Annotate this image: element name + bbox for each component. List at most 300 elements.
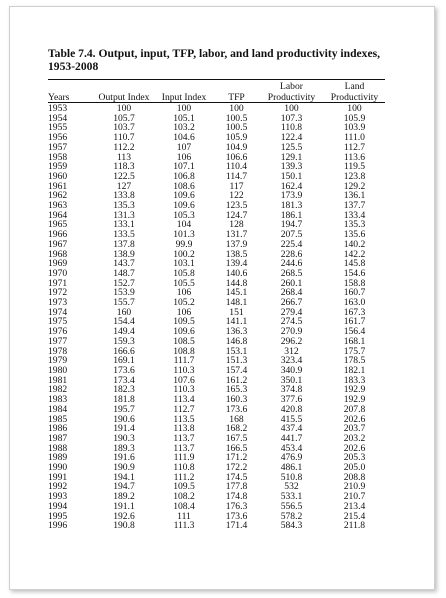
- cell-year: 1980: [48, 364, 68, 376]
- cell-year: 1966: [48, 229, 68, 241]
- document-page: [9, 6, 435, 590]
- cell-tfp: 138.5: [225, 248, 248, 260]
- cell-land-productivity: 111.0: [344, 132, 365, 144]
- cell-land-productivity: 112.7: [343, 141, 366, 153]
- cell-year: 1970: [48, 267, 68, 279]
- cell-year: 1972: [48, 287, 68, 299]
- cell-labor-productivity: 441.7: [280, 432, 303, 444]
- cell-input-index: 103.1: [173, 258, 195, 270]
- cell-tfp: 114.7: [225, 170, 248, 182]
- table-row: [48, 395, 385, 405]
- table-row: [48, 482, 385, 492]
- cell-labor-productivity: 228.6: [280, 248, 303, 260]
- table-row: [48, 182, 385, 192]
- cell-tfp: 100.5: [225, 122, 248, 134]
- cell-year: 1983: [48, 394, 68, 406]
- header-row-top: [48, 80, 385, 92]
- cell-tfp: 145.1: [225, 287, 248, 299]
- cell-year: 1981: [48, 374, 68, 386]
- cell-output-index: 153.9: [113, 287, 135, 299]
- header-output-spacer: [94, 80, 154, 92]
- table-row: [48, 103, 385, 114]
- header-years: Years: [48, 92, 70, 103]
- cell-year: 1989: [48, 452, 68, 464]
- cell-input-index: 99.9: [175, 238, 193, 250]
- cell-labor-productivity: 173.9: [280, 190, 303, 202]
- cell-tfp: 171.4: [225, 520, 248, 532]
- cell-input-index: 111.7: [173, 355, 195, 367]
- cell-year: 1964: [48, 209, 68, 221]
- cell-output-index: 133.8: [113, 190, 135, 202]
- cell-land-productivity: 182.1: [343, 364, 366, 376]
- table-row: [48, 502, 385, 512]
- cell-labor-productivity: 279.4: [280, 306, 303, 318]
- cell-year: 1954: [48, 112, 68, 124]
- cell-input-index: 107: [176, 141, 192, 153]
- table-row: [48, 444, 385, 454]
- table-row: [48, 317, 385, 327]
- cell-land-productivity: 183.3: [343, 374, 366, 386]
- cell-input-index: 111: [177, 510, 191, 522]
- cell-tfp: 124.7: [225, 209, 248, 221]
- cell-land-productivity: 203.2: [343, 432, 366, 444]
- cell-input-index: 109.5: [173, 316, 195, 328]
- cell-labor-productivity: 122.4: [280, 132, 303, 144]
- cell-output-index: 182.3: [113, 384, 135, 396]
- cell-output-index: 169.1: [113, 355, 135, 367]
- header-row-bottom: [48, 92, 385, 103]
- table-row: [48, 172, 385, 182]
- table-row: [48, 220, 385, 230]
- cell-input-index: 105.1: [173, 112, 195, 124]
- cell-input-index: 106: [176, 287, 192, 299]
- cell-land-productivity: 140.2: [343, 238, 366, 250]
- cell-labor-productivity: 268.5: [280, 267, 303, 279]
- cell-land-productivity: 119.5: [343, 161, 366, 173]
- cell-labor-productivity: 186.1: [280, 209, 303, 221]
- cell-year: 1994: [48, 500, 68, 512]
- cell-labor-productivity: 107.3: [280, 112, 303, 124]
- table-row: [48, 385, 385, 395]
- cell-land-productivity: 133.4: [343, 209, 366, 221]
- table-row: [48, 308, 385, 318]
- table-row: [48, 337, 385, 347]
- cell-year: 1996: [48, 520, 68, 532]
- table-row: [48, 259, 385, 269]
- cell-input-index: 108.2: [173, 491, 195, 503]
- cell-labor-productivity: 274.5: [280, 316, 303, 328]
- cell-tfp: 106.6: [225, 151, 248, 163]
- cell-output-index: 149.4: [113, 326, 135, 338]
- header-tfp: TFP: [228, 92, 245, 103]
- cell-labor-productivity: 556.5: [280, 500, 303, 512]
- cell-input-index: 113.7: [173, 432, 195, 444]
- cell-labor-productivity: 129.1: [280, 151, 303, 163]
- cell-tfp: 131.7: [225, 229, 248, 241]
- cell-tfp: 104.9: [225, 141, 248, 153]
- cell-year: 1958: [48, 151, 68, 163]
- cell-year: 1987: [48, 432, 68, 444]
- cell-output-index: 131.3: [113, 209, 135, 221]
- cell-output-index: 191.4: [113, 423, 135, 435]
- cell-input-index: 109.6: [173, 200, 195, 212]
- cell-year: 1956: [48, 132, 68, 144]
- cell-tfp: 117: [229, 180, 244, 192]
- cell-labor-productivity: 207.5: [280, 229, 303, 241]
- cell-year: 1962: [48, 190, 68, 202]
- cell-labor-productivity: 486.1: [280, 462, 303, 474]
- cell-land-productivity: 105.9: [343, 112, 366, 124]
- cell-labor-productivity: 312: [284, 345, 299, 357]
- cell-input-index: 103.2: [173, 122, 195, 134]
- cell-input-index: 109.5: [173, 481, 195, 493]
- cell-labor-productivity: 260.1: [280, 277, 303, 289]
- cell-input-index: 109.6: [173, 326, 195, 338]
- cell-output-index: 133.5: [113, 229, 135, 241]
- table-row: [48, 376, 385, 386]
- cell-labor-productivity: 150.1: [280, 170, 303, 182]
- cell-labor-productivity: 270.9: [280, 326, 303, 338]
- cell-input-index: 106: [176, 306, 192, 318]
- cell-land-productivity: 203.7: [343, 423, 366, 435]
- cell-output-index: 105.7: [113, 112, 135, 124]
- cell-year: 1965: [48, 219, 68, 231]
- cell-input-index: 110.8: [173, 462, 195, 474]
- cell-input-index: 101.3: [173, 229, 195, 241]
- table-body: [48, 103, 385, 531]
- header-labor-productivity: Productivity: [267, 92, 316, 103]
- cell-tfp: 168.2: [225, 423, 248, 435]
- cell-tfp: 174.5: [225, 471, 248, 483]
- cell-tfp: 151: [229, 306, 244, 318]
- table-row: [48, 114, 385, 124]
- cell-input-index: 108.6: [173, 180, 195, 192]
- cell-labor-productivity: 323.4: [280, 355, 303, 367]
- cell-year: 1986: [48, 423, 68, 435]
- cell-output-index: 189.3: [113, 442, 135, 454]
- cell-labor-productivity: 420.8: [280, 403, 303, 415]
- cell-input-index: 113.8: [173, 423, 195, 435]
- cell-land-productivity: 205.0: [343, 462, 366, 474]
- cell-year: 1978: [48, 345, 68, 357]
- cell-output-index: 192.6: [113, 510, 135, 522]
- cell-year: 1960: [48, 170, 68, 182]
- cell-labor-productivity: 110.8: [280, 122, 303, 134]
- cell-land-productivity: 154.6: [343, 267, 366, 279]
- cell-output-index: 190.6: [113, 413, 135, 425]
- cell-year: 1985: [48, 413, 68, 425]
- cell-year: 1995: [48, 510, 68, 522]
- cell-tfp: 141.1: [225, 316, 248, 328]
- cell-tfp: 139.4: [225, 258, 248, 270]
- cell-output-index: 127: [116, 180, 132, 192]
- cell-land-productivity: 137.7: [343, 200, 366, 212]
- cell-output-index: 191.6: [113, 452, 135, 464]
- cell-output-index: 173.6: [113, 364, 135, 376]
- table-row: [48, 279, 385, 289]
- cell-labor-productivity: 578.2: [280, 510, 303, 522]
- cell-input-index: 105.2: [173, 297, 195, 309]
- cell-output-index: 190.9: [113, 462, 135, 474]
- header-land-top: Land: [344, 81, 365, 92]
- cell-land-productivity: 158.8: [343, 277, 366, 289]
- cell-year: 1991: [48, 471, 68, 483]
- cell-output-index: 195.7: [113, 403, 135, 415]
- table-row: [48, 269, 385, 279]
- cell-input-index: 108.8: [173, 345, 195, 357]
- cell-output-index: 133.1: [113, 219, 135, 231]
- cell-input-index: 113.5: [173, 413, 195, 425]
- table-row: [48, 366, 385, 376]
- cell-tfp: 122: [229, 190, 244, 202]
- cell-tfp: 171.2: [225, 452, 248, 464]
- cell-year: 1963: [48, 200, 68, 212]
- cell-labor-productivity: 225.4: [280, 238, 303, 250]
- table-row: [48, 356, 385, 366]
- cell-labor-productivity: 510.8: [280, 471, 303, 483]
- cell-land-productivity: 205.3: [343, 452, 366, 464]
- table-row: [48, 133, 385, 143]
- cell-labor-productivity: 125.5: [280, 141, 303, 153]
- table-row: [48, 415, 385, 425]
- cell-labor-productivity: 584.3: [280, 520, 303, 532]
- cell-land-productivity: 160.7: [343, 287, 366, 299]
- cell-year: 1988: [48, 442, 68, 454]
- table-row: [48, 162, 385, 172]
- header-land-productivity: Productivity: [330, 92, 379, 103]
- cell-land-productivity: 192.9: [343, 394, 366, 406]
- cell-land-productivity: 213.4: [343, 500, 366, 512]
- cell-labor-productivity: 437.4: [280, 423, 303, 435]
- cell-land-productivity: 136.1: [343, 190, 366, 202]
- cell-land-productivity: 113.6: [343, 151, 366, 163]
- cell-tfp: 140.6: [225, 267, 248, 279]
- cell-tfp: 100: [229, 103, 244, 114]
- table-title: Table 7.4. Output, input, TFP, labor, and land productivity indexes, 1953-2008: [48, 47, 381, 73]
- cell-input-index: 100.2: [173, 248, 195, 260]
- cell-land-productivity: 163.0: [343, 297, 366, 309]
- cell-land-productivity: 167.3: [343, 306, 366, 318]
- cell-labor-productivity: 350.1: [280, 374, 303, 386]
- table-row: [48, 288, 385, 298]
- cell-input-index: 107.1: [173, 161, 195, 173]
- cell-output-index: 194.7: [113, 481, 135, 493]
- cell-output-index: 190.8: [113, 520, 135, 532]
- cell-labor-productivity: 139.3: [280, 161, 303, 173]
- cell-labor-productivity: 533.1: [280, 491, 303, 503]
- cell-input-index: 104: [176, 219, 192, 231]
- cell-year: 1967: [48, 238, 68, 250]
- cell-land-productivity: 145.8: [343, 258, 366, 270]
- cell-input-index: 100: [176, 103, 192, 114]
- cell-output-index: 143.7: [113, 258, 135, 270]
- cell-year: 1975: [48, 316, 68, 328]
- cell-labor-productivity: 415.5: [280, 413, 303, 425]
- cell-output-index: 154.4: [113, 316, 135, 328]
- cell-land-productivity: 161.7: [343, 316, 366, 328]
- cell-output-index: 189.2: [113, 491, 135, 503]
- cell-input-index: 111.3: [173, 520, 195, 532]
- cell-land-productivity: 129.2: [343, 180, 366, 192]
- cell-output-index: 159.3: [113, 335, 135, 347]
- cell-input-index: 105.5: [173, 277, 195, 289]
- cell-year: 1959: [48, 161, 68, 173]
- table-row: [48, 512, 385, 522]
- cell-input-index: 111.9: [173, 452, 195, 464]
- cell-tfp: 168: [229, 413, 244, 425]
- cell-land-productivity: 142.2: [343, 248, 366, 260]
- cell-tfp: 136.3: [225, 326, 248, 338]
- cell-tfp: 165.3: [225, 384, 248, 396]
- cell-output-index: 166.6: [113, 345, 135, 357]
- cell-land-productivity: 210.7: [343, 491, 366, 503]
- cell-input-index: 106: [176, 151, 192, 163]
- cell-input-index: 110.3: [173, 364, 195, 376]
- table-row: [48, 123, 385, 133]
- header-year-spacer: [48, 80, 94, 92]
- cell-year: 1955: [48, 122, 68, 134]
- table-row: [48, 143, 385, 153]
- cell-tfp: 148.1: [225, 297, 248, 309]
- cell-year: 1977: [48, 335, 68, 347]
- cell-tfp: 105.9: [225, 132, 248, 144]
- cell-tfp: 100.5: [225, 112, 248, 124]
- cell-output-index: 194.1: [113, 471, 135, 483]
- cell-output-index: 103.7: [113, 122, 135, 134]
- cell-year: 1976: [48, 326, 68, 338]
- cell-input-index: 105.8: [173, 267, 195, 279]
- cell-output-index: 118.3: [113, 161, 135, 173]
- cell-land-productivity: 135.6: [343, 229, 366, 241]
- cell-labor-productivity: 181.3: [280, 200, 303, 212]
- cell-labor-productivity: 532: [284, 481, 299, 493]
- table-row: [48, 250, 385, 260]
- cell-output-index: 137.8: [113, 238, 135, 250]
- cell-tfp: 151.3: [225, 355, 248, 367]
- cell-year: 1992: [48, 481, 68, 493]
- cell-land-productivity: 211.8: [343, 520, 366, 532]
- cell-output-index: 191.1: [113, 500, 135, 512]
- cell-year: 1982: [48, 384, 68, 396]
- cell-land-productivity: 175.7: [343, 345, 366, 357]
- cell-tfp: 123.5: [225, 200, 248, 212]
- cell-labor-productivity: 100: [284, 103, 299, 114]
- table-row: [48, 347, 385, 357]
- cell-land-productivity: 208.8: [343, 471, 366, 483]
- cell-land-productivity: 135.3: [343, 219, 366, 231]
- cell-tfp: 174.8: [225, 491, 248, 503]
- cell-tfp: 144.8: [225, 277, 248, 289]
- cell-land-productivity: 202.6: [343, 413, 366, 425]
- cell-year: 1953: [48, 103, 68, 114]
- table-row: [48, 521, 385, 531]
- cell-land-productivity: 215.4: [343, 510, 366, 522]
- cell-year: 1969: [48, 258, 68, 270]
- cell-year: 1968: [48, 248, 68, 260]
- cell-input-index: 107.6: [173, 374, 195, 386]
- cell-year: 1961: [48, 180, 68, 192]
- cell-year: 1973: [48, 297, 68, 309]
- cell-output-index: 155.7: [113, 297, 135, 309]
- cell-input-index: 111.2: [173, 471, 195, 483]
- cell-labor-productivity: 194.7: [280, 219, 303, 231]
- cell-input-index: 113.7: [173, 442, 195, 454]
- table-row: [48, 211, 385, 221]
- cell-tfp: 177.8: [225, 481, 248, 493]
- cell-tfp: 137.9: [225, 238, 248, 250]
- table-row: [48, 240, 385, 250]
- cell-tfp: 172.2: [225, 462, 248, 474]
- cell-output-index: 113: [116, 151, 132, 163]
- cell-land-productivity: 192.9: [343, 384, 366, 396]
- cell-year: 1993: [48, 491, 68, 503]
- header-input-spacer: [154, 80, 214, 92]
- cell-output-index: 110.7: [113, 132, 135, 144]
- table-row: [48, 424, 385, 434]
- cell-output-index: 152.7: [113, 277, 135, 289]
- cell-tfp: 153.1: [225, 345, 248, 357]
- table-row: [48, 405, 385, 415]
- cell-tfp: 146.8: [225, 335, 248, 347]
- table-row: [48, 492, 385, 502]
- cell-labor-productivity: 476.9: [280, 452, 303, 464]
- cell-labor-productivity: 268.4: [280, 287, 303, 299]
- cell-tfp: 157.4: [225, 364, 248, 376]
- cell-tfp: 166.5: [225, 442, 248, 454]
- cell-year: 1971: [48, 277, 68, 289]
- cell-input-index: 106.8: [173, 170, 195, 182]
- cell-input-index: 108.4: [173, 500, 195, 512]
- cell-input-index: 108.5: [173, 335, 195, 347]
- cell-land-productivity: 156.4: [343, 326, 366, 338]
- cell-tfp: 110.4: [225, 161, 248, 173]
- cell-output-index: 112.2: [113, 141, 135, 153]
- cell-land-productivity: 210.9: [343, 481, 366, 493]
- table-row: [48, 453, 385, 463]
- header-tfp-spacer: [214, 80, 259, 92]
- cell-year: 1974: [48, 306, 68, 318]
- cell-output-index: 173.4: [113, 374, 135, 386]
- table-row: [48, 298, 385, 308]
- cell-input-index: 112.7: [173, 403, 195, 415]
- cell-tfp: 167.5: [225, 432, 248, 444]
- table-row: [48, 191, 385, 201]
- cell-land-productivity: 123.8: [343, 170, 366, 182]
- table-row: [48, 434, 385, 444]
- cell-output-index: 148.7: [113, 267, 135, 279]
- cell-labor-productivity: 266.7: [280, 297, 303, 309]
- cell-land-productivity: 178.5: [343, 355, 366, 367]
- cell-tfp: 173.6: [225, 510, 248, 522]
- cell-land-productivity: 168.1: [343, 335, 366, 347]
- cell-year: 1990: [48, 462, 68, 474]
- cell-year: 1957: [48, 141, 68, 153]
- table-row: [48, 463, 385, 473]
- cell-land-productivity: 103.9: [343, 122, 366, 134]
- cell-tfp: 161.2: [225, 374, 248, 386]
- cell-labor-productivity: 374.8: [280, 384, 303, 396]
- cell-input-index: 104.6: [173, 132, 195, 144]
- table-row: [48, 473, 385, 483]
- productivity-table: [48, 80, 385, 531]
- header-labor-top: Labor: [280, 81, 303, 92]
- cell-labor-productivity: 377.6: [280, 394, 303, 406]
- cell-labor-productivity: 162.4: [280, 180, 303, 192]
- cell-year: 1979: [48, 355, 68, 367]
- table-row: [48, 153, 385, 163]
- cell-output-index: 122.5: [113, 170, 135, 182]
- cell-input-index: 109.6: [173, 190, 195, 202]
